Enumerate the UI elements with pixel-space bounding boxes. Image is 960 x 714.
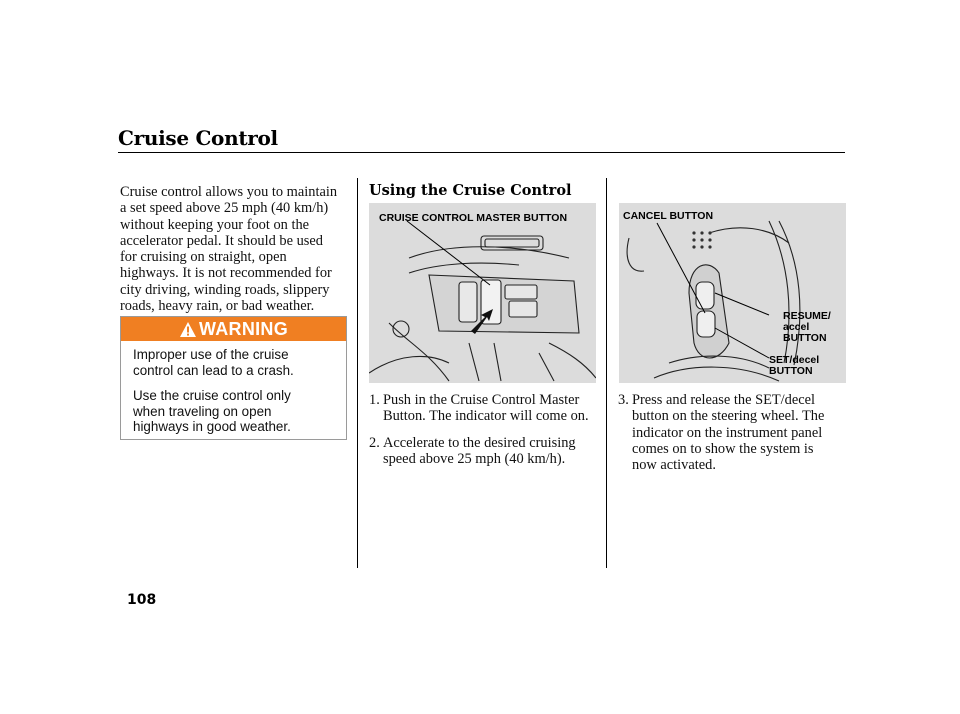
step-number: 3. — [618, 392, 629, 408]
steering-wheel-figure — [619, 203, 846, 383]
step-number: 2. — [369, 435, 380, 451]
warning-paragraph: Improper use of the cruise control can lead to a crash. — [133, 347, 294, 378]
warning-triangle-icon — [179, 321, 197, 338]
warning-header — [121, 317, 346, 341]
warning-text — [133, 347, 338, 445]
set-decel-button-label: SET/decel BUTTON — [769, 354, 820, 377]
warning-box — [120, 316, 347, 440]
warning-paragraph: Use the cruise control only when traveling on open highways in good weather. — [133, 388, 291, 435]
dashboard-illustration — [369, 203, 596, 383]
column-divider-left — [357, 178, 358, 568]
step-item — [369, 392, 604, 426]
cancel-button-label: CANCEL BUTTON — [623, 210, 714, 222]
intro-paragraph: Cruise control allows you to maintain a set speed above 25 mph (40 km/h) without keeping your foot on the accelerator pedal. It should be used for cruising on straight, open highways. It is not recommended for city driving, winding roads, slippery roads, heavy rain, or bad weather. — [120, 184, 338, 315]
step-item — [369, 435, 604, 469]
step-text: Accelerate to the desired cruising speed above 25 mph (40 km/h). — [383, 435, 576, 468]
column-divider-right — [606, 178, 607, 568]
page-title: Cruise Control — [118, 126, 278, 150]
section-heading: Using the Cruise Control — [369, 182, 572, 199]
step-text: Push in the Cruise Control Master Button. The indicator will come on. — [383, 392, 589, 425]
step-number: 1. — [369, 392, 380, 408]
master-button-figure — [369, 203, 596, 383]
title-divider — [118, 152, 845, 153]
warning-label: WARNING — [198, 318, 289, 339]
master-button-label: CRUISE CONTROL MASTER BUTTON — [379, 212, 568, 224]
page-number: 108 — [127, 592, 157, 608]
step-item — [618, 392, 853, 474]
resume-accel-button-label: RESUME/ accel BUTTON — [783, 310, 831, 344]
step-text: Press and release the SET/decel button on the steering wheel. The indicator on the instrument panel comes on to show the system is now activated. — [632, 392, 825, 474]
